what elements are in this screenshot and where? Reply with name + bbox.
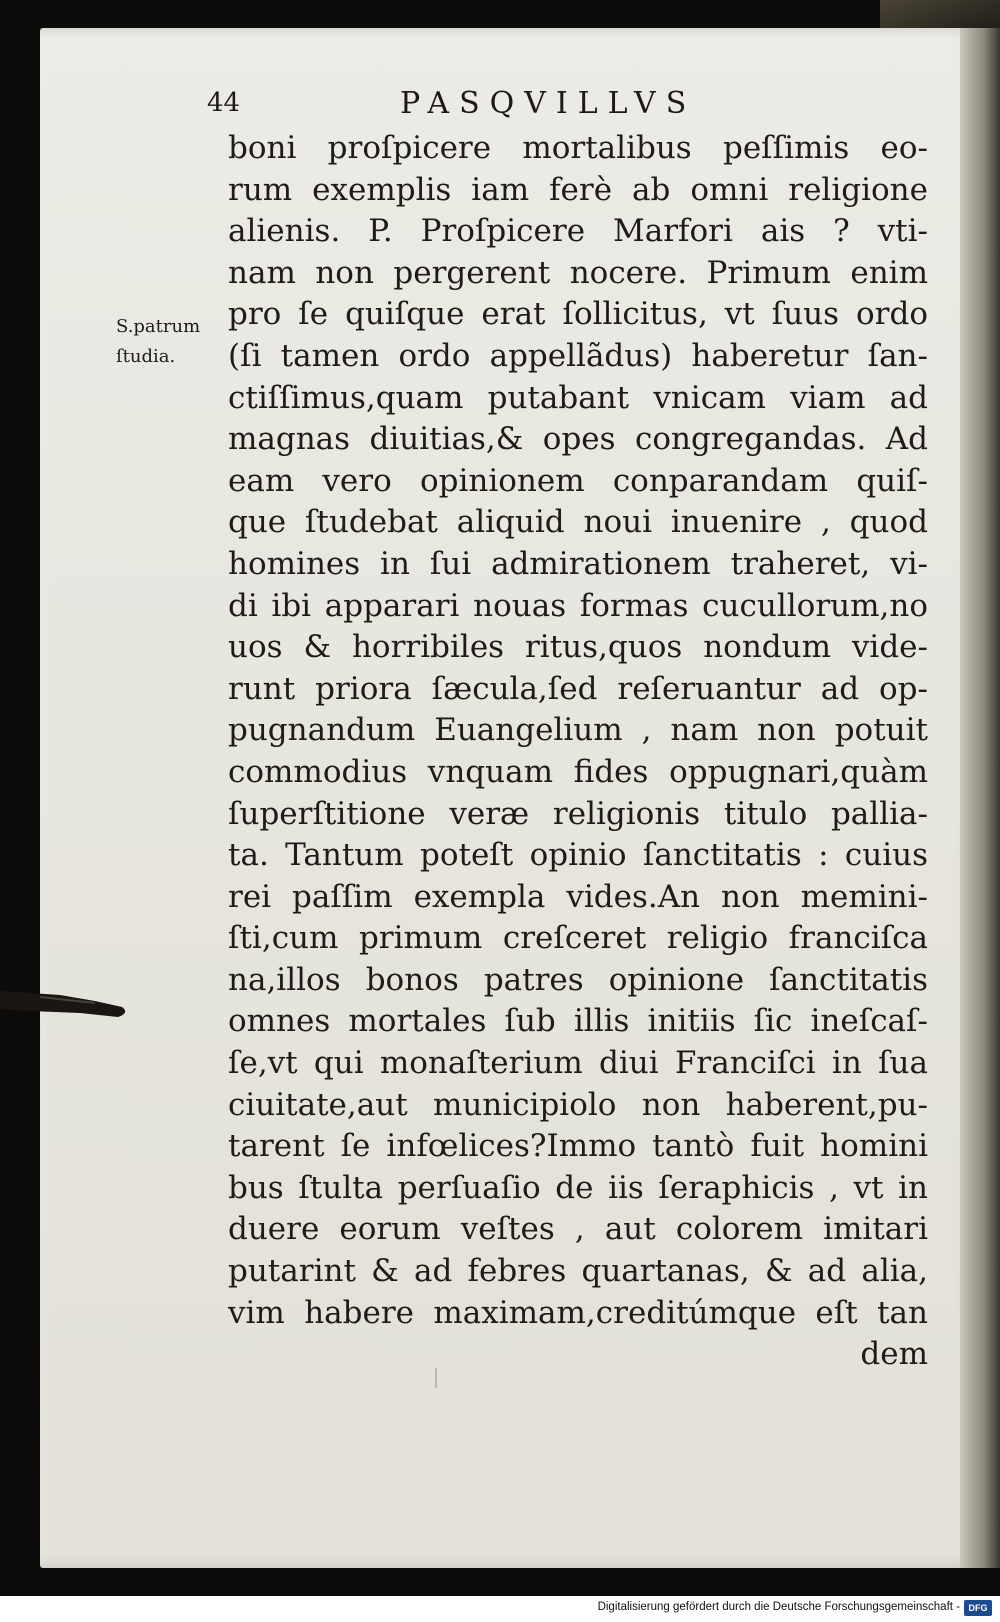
text-line: uos & horribiles ritus,quos nondum vide- [228,629,928,666]
text-line: homines in ſui admirationem traheret, vi- [228,545,928,582]
text-line: ſe,vt qui monaſterium diui Franciſci in ſua [228,1045,928,1082]
dfg-logo: DFG [964,1600,992,1616]
scan-border [0,1568,1000,1596]
text-line: duere eorum veſtes , aut colorem imitari [228,1211,928,1248]
text-line: di ibi apparari nouas formas cucullorum,no [228,587,928,624]
marginal-note-line: S.patrum [116,316,201,337]
text-line: (ſi tamen ordo appellãdus) haberetur ſan- [228,337,928,374]
text-line: runt priora ſæcula,ſed reſeruantur ad op- [228,670,928,707]
text-line: bus ſtulta perſuaſio de iis ſeraphicis , vt in [228,1169,928,1206]
page-number: 44 [207,88,241,118]
text-line: nam non pergerent nocere. Primum enim [228,254,928,291]
text-line: boni proſpicere mortalibus peſſimis eo- [228,130,928,166]
text-line: magnas diuitias,& opes congregandas. Ad [228,421,928,458]
text-line: ſuperſtitione veræ religionis titulo pallia- [228,795,928,832]
page-edge-shadow [960,28,1000,1568]
running-head: PASQVILLVS [400,86,697,121]
text-line: rum exemplis iam ferè ab omni religione [228,171,928,208]
text-line: ſti,cum primum creſceret religio franciſca [228,920,928,957]
bookmark-ribbon [0,985,130,1019]
text-line: tarent ſe infœlices?Immo tantò fuit homini [228,1128,928,1165]
body-text [228,128,928,1376]
funding-notice: Digitalisierung gefördert durch die Deutsche Forschungsgemeinschaft - [597,1601,960,1613]
text-line: que ſtudebat aliquid noui inuenire , quod [228,504,928,541]
catchword: dem [860,1336,928,1373]
text-line: omnes mortales ſub illis initiis ſic ineſcaſ- [228,1003,928,1040]
text-line: ciuitate,aut municipiolo non haberent,pu- [228,1086,928,1123]
text-line: na,illos bonos patres opinione ſanctitatis [228,961,928,998]
text-line: vim habere maximam,creditúmque eſt tan [228,1294,928,1331]
text-line: commodius vnquam fides oppugnari,quàm [228,753,928,790]
text-line: alienis. P. Proſpicere Marfori ais ? vti- [228,213,928,250]
marginal-note [116,312,200,372]
marginal-note-line: ſtudia. [116,346,176,367]
text-line: ta. Tantum poteſt opinio ſanctitatis : cuius [228,837,928,874]
text-line: putarint & ad febres quartanas, & ad alia, [228,1253,928,1290]
text-line: eam vero opinionem conparandam quiſ- [228,462,928,499]
ink-mark [435,1368,437,1388]
text-line: ctiſſimus,quam putabant vnicam viam ad [228,379,928,416]
text-line: pugnandum Euangelium , nam non potuit [228,712,928,749]
text-line: rei paſſim exempla vides.An non memini- [228,878,928,915]
text-line: pro ſe quiſque erat ſollicitus, vt ſuus ordo [228,296,928,333]
scan-footer [0,1596,1000,1622]
